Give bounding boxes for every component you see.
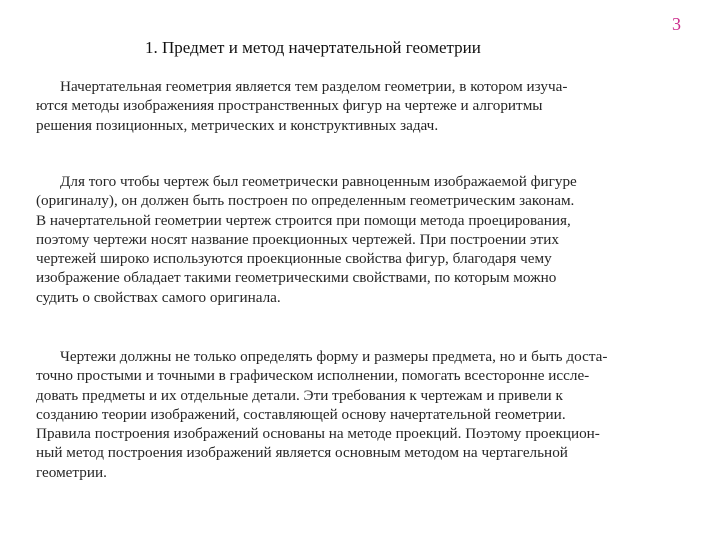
paragraph-projection — [36, 172, 700, 307]
page-number: 3 — [672, 14, 681, 34]
paragraph-line: (оригиналу), он должен быть построен по определенным геометрическим законам. — [36, 192, 575, 210]
paragraph-line: решения позиционных, метрических и конструктивных задач. — [36, 116, 439, 134]
paragraph-line: чертежей широко используются проекционные свойства фигур, благодаря чему — [36, 250, 552, 268]
paragraph-requirements — [36, 347, 700, 482]
paragraph-line: ный метод построения изображений является основным методом на чертагельной — [36, 444, 568, 462]
paragraph-line: изображение обладает такими геометрическими свойствами, по которым можно — [36, 269, 557, 287]
paragraph-line: Для того чтобы чертеж был геометрически равноценным изображаемой фигуре — [60, 173, 577, 190]
paragraph-line: Чертежи должны не только определять форму и размеры предмета, но и быть доста- — [60, 348, 608, 365]
paragraph-line: судить о свойствах самого оригинала. — [36, 288, 281, 306]
paragraph-line: созданию теории изображений, составляющей основу начертательной геометрии. — [36, 405, 566, 423]
paragraph-line: ются методы изображенияя пространственных фигур на чертеже и алгоритмы — [36, 97, 543, 115]
paragraph-line: точно простыми и точными в графическом исполнении, помогать всесторонне иссле- — [36, 367, 590, 385]
paragraph-line: Начертательная геометрия является тем разделом геометрии, в котором изуча- — [60, 78, 568, 95]
paragraph-line: В начертательной геометрии чертеж строится при помощи метода проецирования, — [36, 211, 571, 229]
paragraph-line: поэтому чертежи носят название проекционных чертежей. При построении этих — [36, 230, 559, 248]
page-title: 1. Предмет и метод начертательной геометрии — [145, 38, 481, 57]
paragraph-definition — [36, 77, 700, 135]
paragraph-line: довать предметы и их отдельные детали. Эти требования к чертежам и привели к — [36, 386, 563, 404]
paragraph-line: геометрии. — [36, 463, 107, 481]
paragraph-line: Правила построения изображений основаны на методе проекций. Поэтому проекцион- — [36, 425, 600, 443]
